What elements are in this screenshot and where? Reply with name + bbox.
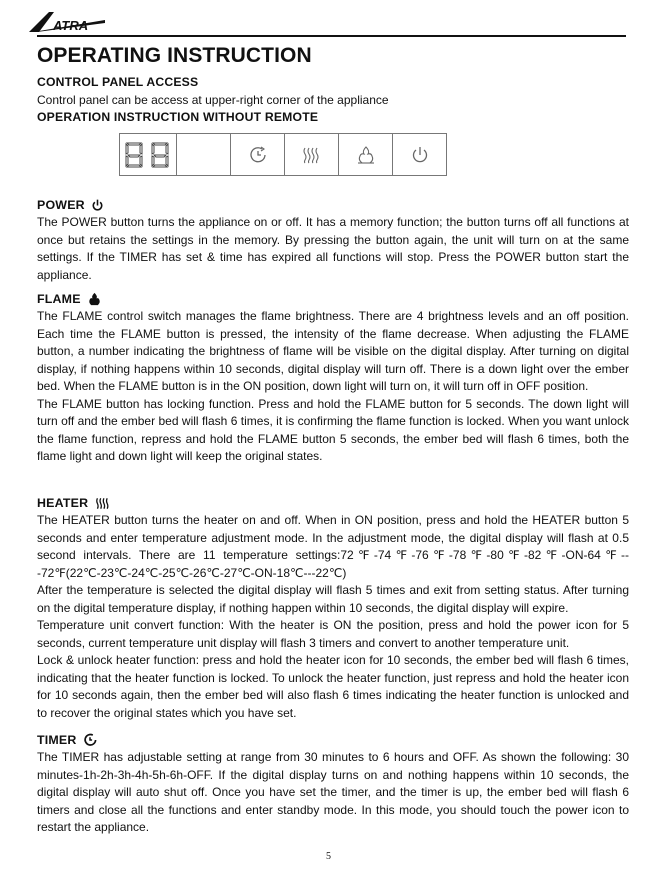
power-icon <box>91 199 104 212</box>
flame-section <box>37 291 629 466</box>
digital-display <box>120 134 177 175</box>
timer-paragraph: The TIMER has adjustable setting at range from 30 minutes to 6 hours and OFF. As shown the following: 30 minutes-1h-2h-3h-4h-5h-6h-OFF. If the digital display turns on and nothing happens within 10 seconds, the digital display will auto shut off. Once you have set the timer, and the timer is up, the ember bed will flash 6 timers and close all the functions and enter standby mode. In this mode, you should touch the power icon to restart the appliance. <box>37 750 629 834</box>
power-icon <box>410 145 430 165</box>
flame-heading-text: FLAME <box>37 292 81 306</box>
timer-icon <box>83 733 97 747</box>
heater-button[interactable] <box>285 134 339 175</box>
flame-heading <box>37 291 629 307</box>
timer-section <box>37 732 629 837</box>
heater-paragraph-3: Temperature unit convert function: With the heater is ON the position, press and hold the power icon for 5 seconds, current temperature unit display will flash 3 timers and convert to another temperature unit. <box>37 618 629 650</box>
flame-paragraph-1: The FLAME control switch manages the flame brightness. There are 4 brightness levels and an off position. Each time the FLAME button is pressed, the intensity of the flame decrease. When adjusting the FLAME button, a number indicating the brightness of flame will be visible on the digital display. After turning on digital display, if nothing happens within 10 seconds, digital display will turn off. There is a down light over the ember bed. When the FLAME button is in the ON position, down light will turn on, it will turn off in OFF position. <box>37 309 629 393</box>
flame-button[interactable] <box>339 134 393 175</box>
control-access-text: Control panel can be access at upper-right corner of the appliance <box>37 93 389 107</box>
power-button[interactable] <box>393 134 446 175</box>
heater-heading <box>37 495 629 511</box>
timer-heading-text: TIMER <box>37 733 77 747</box>
power-paragraph: The POWER button turns the appliance on or off. It has a memory function; the button turns off all functions at once but retains the settings in the memory. By pressing the button again, the unit will turn on at the same settings. If the TIMER has set & time has expired all functions will stop. Press the POWER button start the appliance. <box>37 215 629 282</box>
seven-segment-display <box>123 141 173 169</box>
power-section <box>37 197 629 284</box>
heater-icon <box>301 145 323 165</box>
heater-paragraph-4: Lock & unlock heater function: press and hold the heater icon for 10 seconds, the ember bed will flash 6 times, indicating that the heater function is locked. To unlock the heater function, just repress and hold the heater icon for 10 seconds again, then the ember bed will also flash 6 times indicating the heater function is unlocked and to recover the original states which you have set. <box>37 653 629 720</box>
flame-icon <box>87 292 102 306</box>
heater-section <box>37 495 629 722</box>
page-title: OPERATING INSTRUCTION <box>37 44 312 67</box>
timer-button[interactable] <box>231 134 285 175</box>
logo-text: ATRA <box>53 18 89 33</box>
flame-paragraph-2: The FLAME button has locking function. Press and hold the FLAME button for 5 seconds. The down light will turn off and the ember bed will flash 6 times, it is confirming the flame function is locked. When you want unlock the flame function, repress and hold the FLAME button 5 seconds, the ember bed will flash 6 times, both the flame light and down light will keep the original states. <box>37 396 629 463</box>
power-heading <box>37 197 629 213</box>
page-number: 5 <box>326 851 331 862</box>
heater-paragraph-2: After the temperature is selected the digital display will flash 5 times and exit from setting status. After turning on the digital temperature display, if nothing happen within 10 seconds, the digital display will expire. <box>37 583 629 615</box>
atra-logo <box>27 8 107 34</box>
heater-body <box>37 512 629 722</box>
without-remote-heading: OPERATION INSTRUCTION WITHOUT REMOTE <box>37 110 319 124</box>
timer-body <box>37 749 629 837</box>
control-panel <box>119 133 447 176</box>
timer-heading <box>37 732 629 748</box>
title-rule <box>37 35 626 37</box>
heater-heading-text: HEATER <box>37 496 89 510</box>
heater-paragraph-1: The HEATER button turns the heater on and off. When in ON position, press and hold the HEATER button 5 seconds and enter temperature adjustment mode. In the adjustment mode, the digital display will flash at 0.5 second intervals. There are 11 temperature settings:72℉-74℉-76℉-78℉-80℉-82℉-ON-64℉---72℉(22℃-23℃-24℃-25℃-26℃-27℃-ON-18℃---22℃) <box>37 513 629 580</box>
timer-icon <box>248 145 268 165</box>
heater-icon <box>94 497 110 510</box>
flame-body <box>37 308 629 466</box>
power-heading-text: POWER <box>37 198 85 212</box>
blank-cell <box>177 134 231 175</box>
flame-icon <box>355 145 377 165</box>
control-access-heading: CONTROL PANEL ACCESS <box>37 75 199 89</box>
power-body <box>37 214 629 284</box>
